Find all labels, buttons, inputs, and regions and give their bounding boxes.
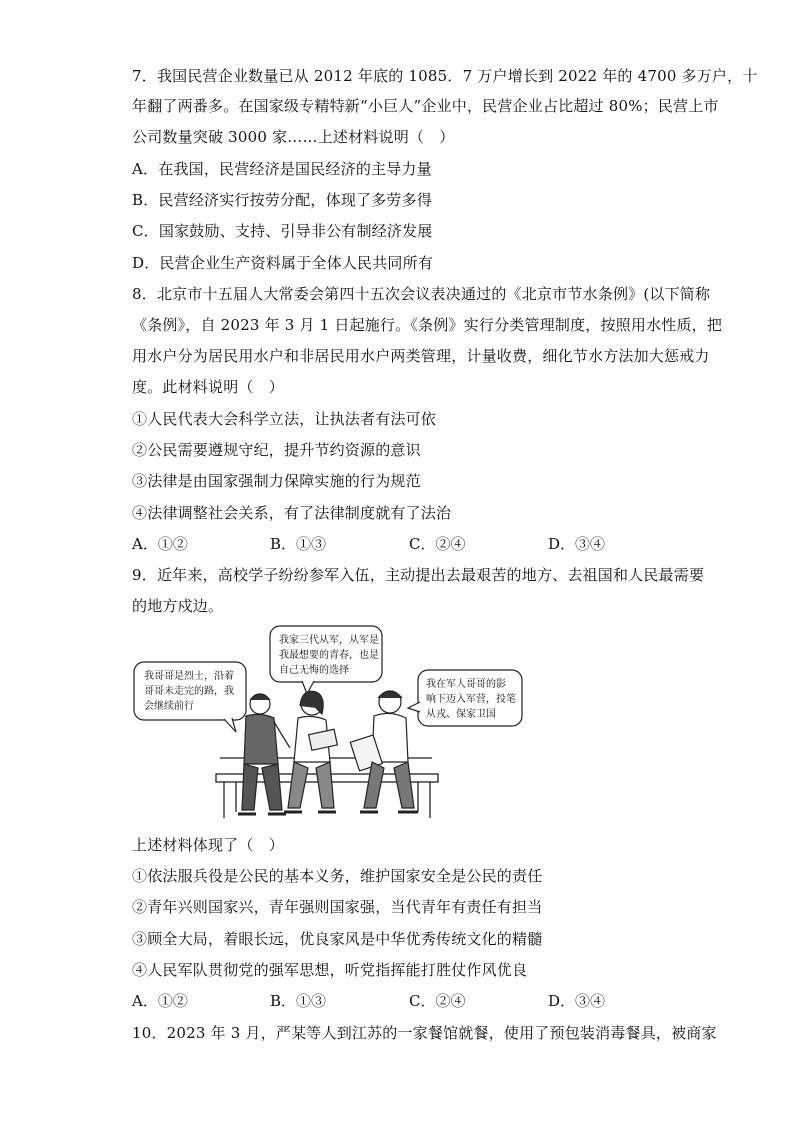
bubble-middle xyxy=(270,626,382,694)
bubble-middle-line-3: 自己无悔的选择 xyxy=(279,665,349,676)
q8-statement-3: ③法律是由国家强制力保障实施的行为规范 xyxy=(132,472,421,490)
q8-stem-line-2: 《条例》，自 2023 年 3 月 1 日起施行。《条例》实行分类管理制度，按照用水性质，把 xyxy=(132,316,723,334)
q9-stem-line-2: 的地方戍边。 xyxy=(132,597,224,615)
bubble-middle-line-1: 我家三代从军，从军是 xyxy=(279,635,379,646)
q7-stem-line-2: 年翻了两番多。在国家级专精特新“小巨人”企业中，民营企业占比超过 80%；民营上市 xyxy=(132,97,719,115)
q8-choice-d: D．③④ xyxy=(548,535,606,553)
student-middle xyxy=(284,691,337,812)
student-right xyxy=(350,691,418,812)
bubble-left-line-3: 会继续前行 xyxy=(144,701,194,712)
bubble-right-line-2: 响下迈入军营，投笔 xyxy=(426,694,516,705)
q9-question: 上述材料体现了（ ） xyxy=(132,836,285,854)
q9-choice-b: B．①③ xyxy=(270,992,327,1010)
bubble-middle-line-2: 我最想要的青春，也是 xyxy=(279,650,379,661)
students-illustration xyxy=(132,622,532,827)
q7-option-b: B．民营经济实行按劳分配，体现了多劳多得 xyxy=(132,191,433,209)
q9-choices xyxy=(132,991,672,1011)
bubble-left xyxy=(134,662,246,732)
q9-statement-4: ④人民军队贯彻党的强军思想，听党指挥能打胜仗作风优良 xyxy=(132,961,528,979)
bubble-right-line-3: 从戎、保家卫国 xyxy=(426,709,496,720)
bubble-left-line-1: 我哥哥是烈士，沿着 xyxy=(144,671,234,682)
q8-choice-b: B．①③ xyxy=(270,535,327,553)
q10-stem-line-1: 10．2023 年 3 月，严某等人到江苏的一家餐馆就餐，使用了预包装消毒餐具，被商家 xyxy=(132,1024,717,1042)
q9-illustration xyxy=(132,622,532,827)
bubble-left-line-2: 哥哥未走完的路，我 xyxy=(144,686,234,697)
bubble-right-line-1: 我在军人哥哥的影 xyxy=(426,679,506,690)
q7-stem-line-3: 公司数量突破 3000 家……上述材料说明（ ） xyxy=(132,128,455,146)
q8-choices xyxy=(132,534,672,554)
q9-choice-c: C．②④ xyxy=(409,992,466,1010)
q9-statement-2: ②青年兴则国家兴，青年强则国家强，当代青年有责任有担当 xyxy=(132,898,543,916)
q8-statement-1: ①人民代表大会科学立法，让执法者有法可依 xyxy=(132,410,437,428)
bubble-right xyxy=(408,670,522,726)
q7-option-a: A．在我国，民营经济是国民经济的主导力量 xyxy=(132,160,432,178)
q9-choice-d: D．③④ xyxy=(548,992,606,1010)
q8-statement-2: ②公民需要遵规守纪，提升节约资源的意识 xyxy=(132,441,421,459)
q7-stem-line-1: 7．我国民营企业数量已从 2012 年底的 1085．7 万户增长到 2022 年的 4700 多万户，十 xyxy=(132,67,758,85)
q8-stem-line-1: 8．北京市十五届人大常委会第四十五次会议表决通过的《北京市节水条例》(以下简称 xyxy=(132,285,711,303)
q8-choice-c: C．②④ xyxy=(409,535,466,553)
q8-stem-line-4: 度。此材料说明（ ） xyxy=(132,378,285,396)
q9-statement-3: ③顾全大局，着眼长远，优良家风是中华优秀传统文化的精髓 xyxy=(132,930,543,948)
q8-statement-4: ④法律调整社会关系，有了法律制度就有了法治 xyxy=(132,504,452,522)
q8-choice-a: A．①② xyxy=(132,535,188,553)
q7-option-c: C．国家鼓励、支持、引导非公有制经济发展 xyxy=(132,222,433,240)
q9-stem-line-1: 9．近年来，高校学子纷纷参军入伍，主动提出去最艰苦的地方、去祖国和人民最需要 xyxy=(132,566,705,584)
q7-option-d: D．民营企业生产资料属于全体人民共同所有 xyxy=(132,254,434,272)
q9-choice-a: A．①② xyxy=(132,992,188,1010)
q8-stem-line-3: 用水户分为居民用水户和非居民用水户两类管理，计量收费，细化节水方法加大惩戒力 xyxy=(132,347,710,365)
q9-statement-1: ①依法服兵役是公民的基本义务，维护国家安全是公民的责任 xyxy=(132,867,543,885)
